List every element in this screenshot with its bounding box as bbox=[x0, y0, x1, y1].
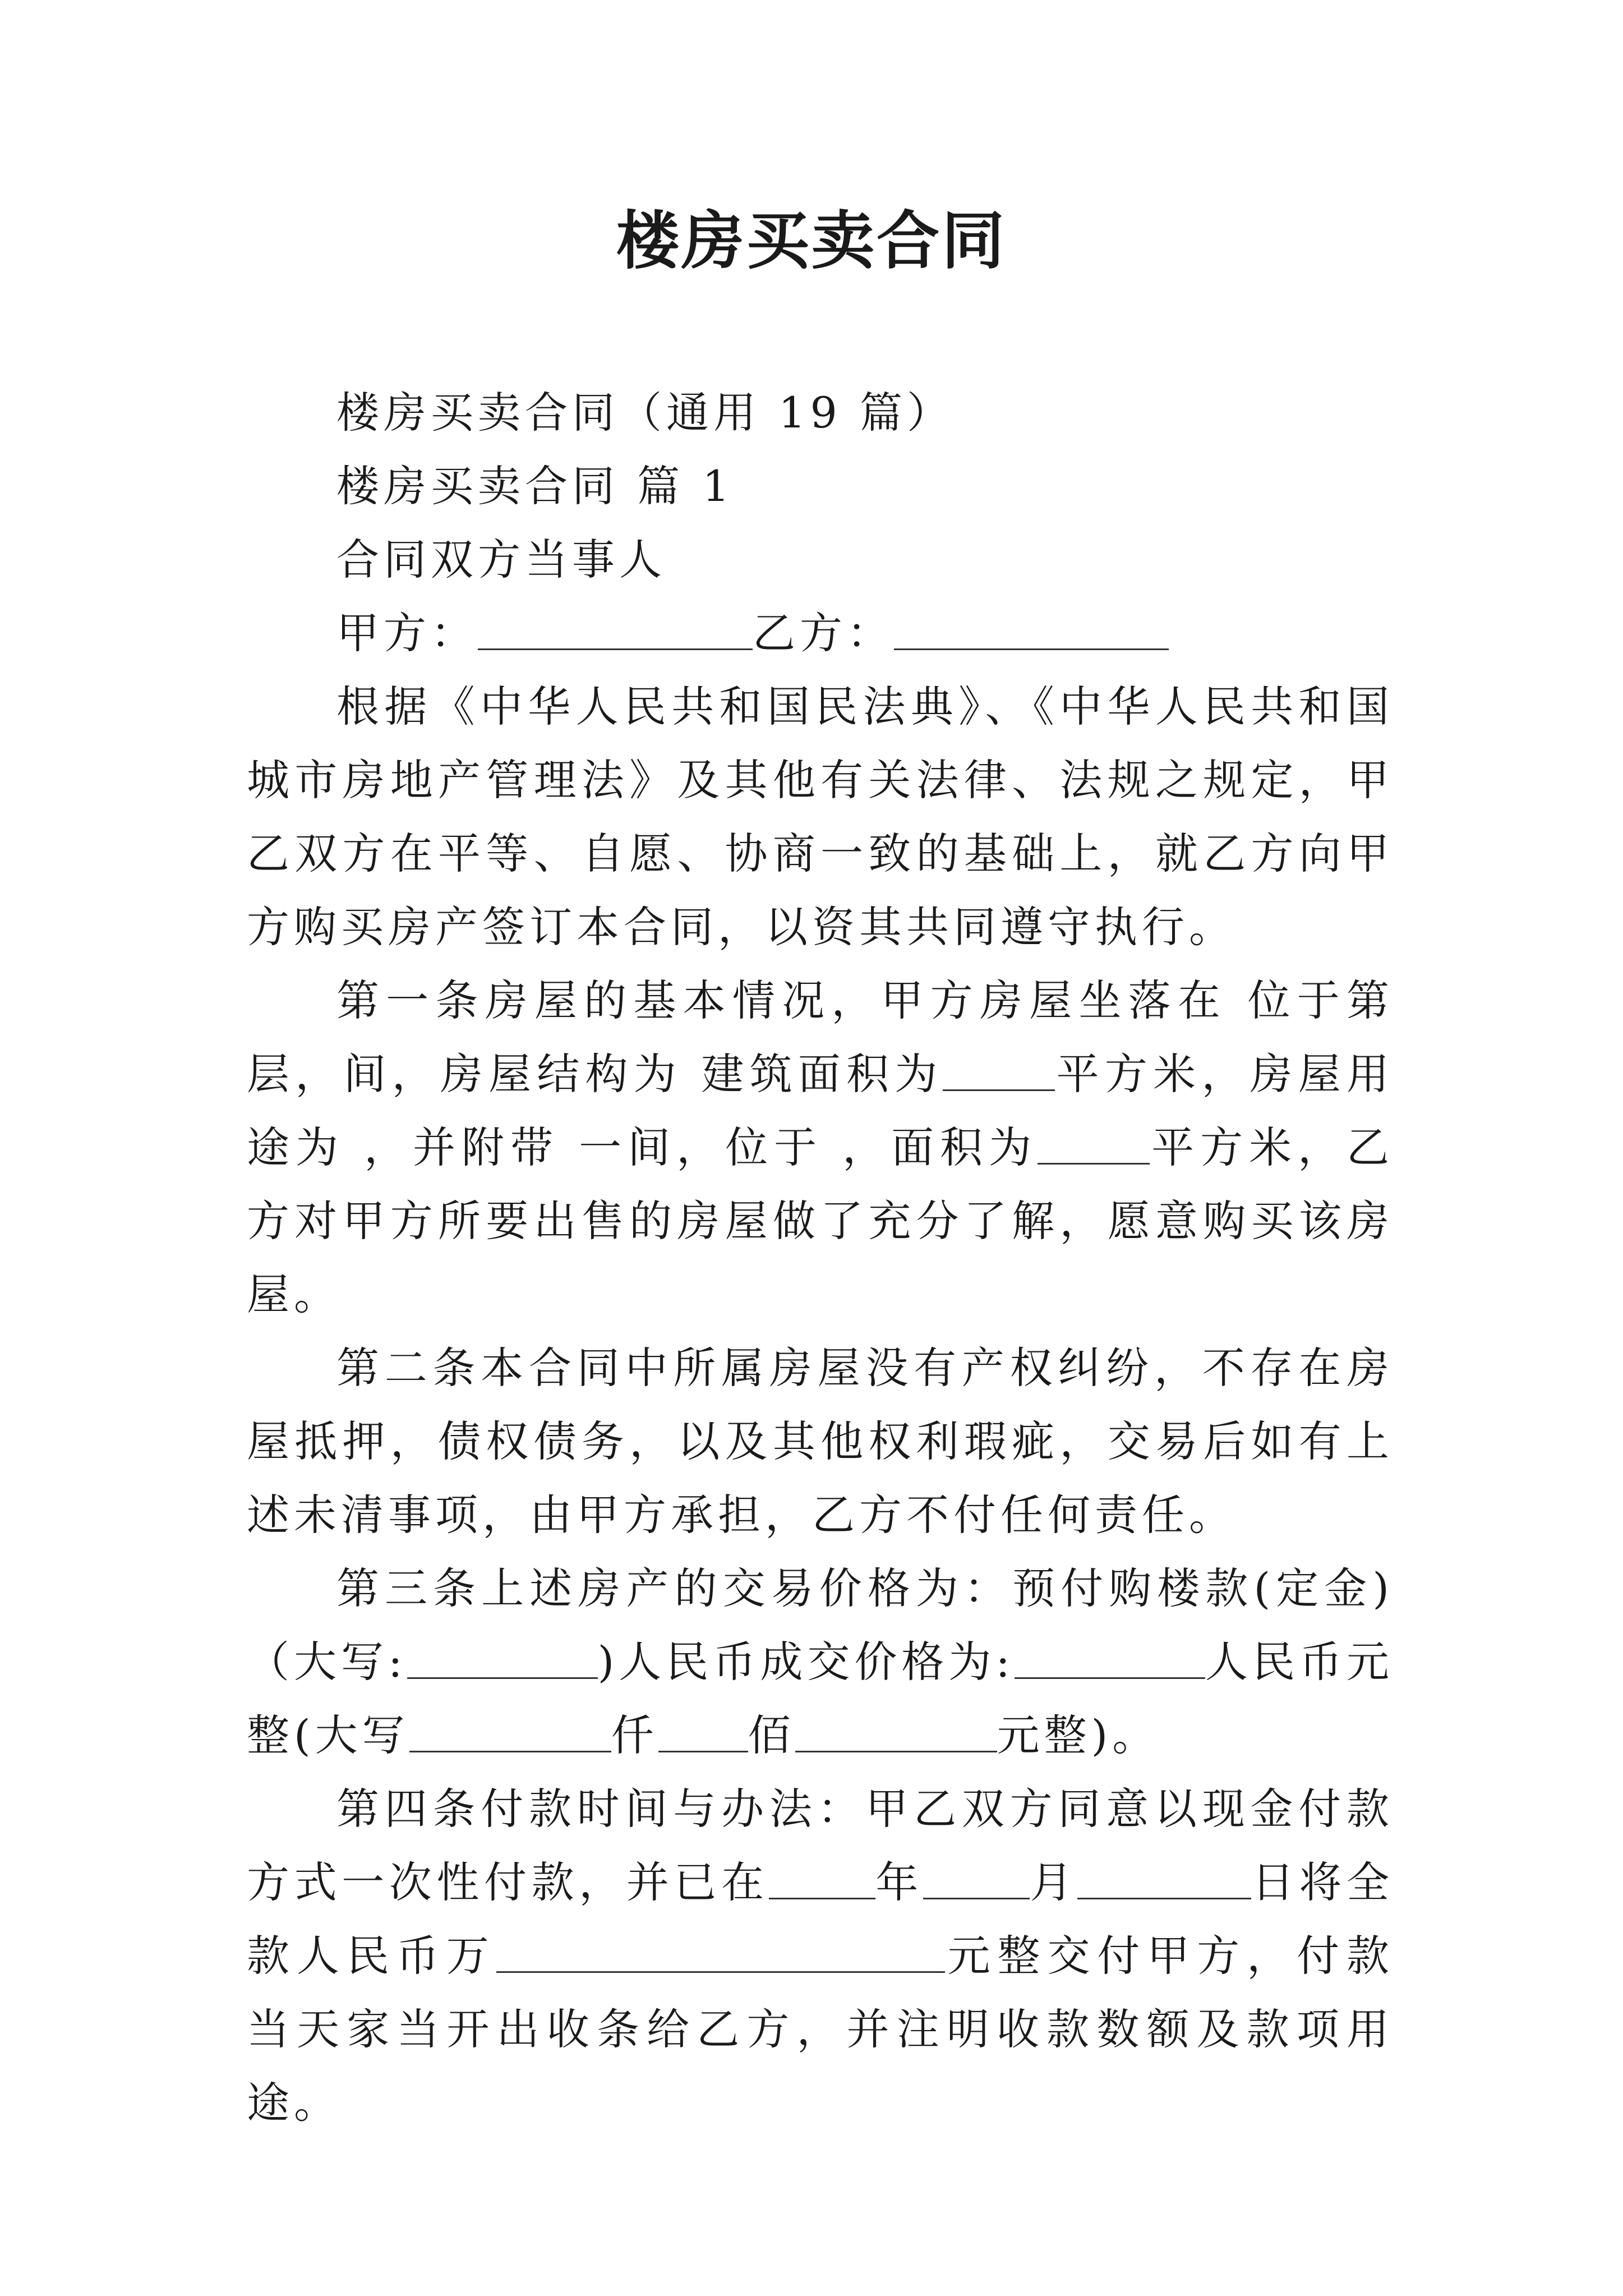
annex-area-blank[interactable] bbox=[1038, 1120, 1150, 1165]
month-blank[interactable] bbox=[923, 1855, 1030, 1899]
party-b-blank[interactable] bbox=[894, 606, 1169, 650]
article-4-text-4: 日将全款人民币万 bbox=[247, 1857, 1394, 1981]
price-blank[interactable] bbox=[1015, 1635, 1205, 1679]
article-3-text-3: 人民币元整(大写 bbox=[247, 1637, 1394, 1760]
article-4-text-5: 元整交付甲方，付款当天家当开出收条给乙方，并注明收款数额及款项用途。 bbox=[247, 1931, 1394, 2128]
year-blank[interactable] bbox=[769, 1855, 875, 1899]
document-subtitle: 楼房买卖合同（通用 19 篇） bbox=[336, 388, 955, 438]
units-blank[interactable] bbox=[795, 1708, 997, 1752]
contract-body bbox=[247, 376, 1394, 2139]
total-amount-blank[interactable] bbox=[496, 1929, 945, 1973]
chapter-heading: 楼房买卖合同 篇 1 bbox=[336, 461, 734, 511]
article-3-text-1: 第三条上述房产的交易价格为：预付购楼款(定金)（大写: bbox=[247, 1563, 1394, 1687]
article-1-text-3: 平方米，乙方对甲方所要出售的房屋做了充分了解，愿意购买该房屋。 bbox=[247, 1122, 1394, 1319]
article-1-text-1: 第一条房屋的基本情况，甲方房屋坐落在 位于第 层，间，房屋结构为 建筑面积为 bbox=[247, 976, 1394, 1099]
thousands-blank[interactable] bbox=[409, 1708, 611, 1752]
article-4-text-2: 年 bbox=[875, 1857, 923, 1907]
area-blank[interactable] bbox=[943, 1047, 1055, 1091]
article-3-paragraph bbox=[247, 1552, 1394, 1772]
hundreds-blank[interactable] bbox=[658, 1708, 748, 1752]
day-blank[interactable] bbox=[1077, 1855, 1251, 1899]
party-a-blank[interactable] bbox=[478, 606, 753, 650]
article-4-text-1: 第四条付款时间与办法：甲乙双方同意以现金付款方式一次性付款，并已在 bbox=[247, 1784, 1394, 1907]
article-4-text-3: 月 bbox=[1029, 1857, 1078, 1907]
party-a-label: 甲方： bbox=[336, 608, 478, 658]
parties-heading: 合同双方当事人 bbox=[336, 535, 666, 585]
deposit-amount-blank[interactable] bbox=[407, 1635, 598, 1679]
intro-paragraph: 根据《中华人民共和国民法典》、《中华人民共和国城市房地产管理法》及其他有关法律、法规之规定，甲乙双方在平等、自愿、协商一致的基础上，就乙方向甲方购买房产签订本合同，以资其共同遵守执行。 bbox=[247, 682, 1394, 952]
article-1-text-2: 平方米，房屋用途为 ，并附带 一间，位于 ，面积为 bbox=[247, 1049, 1394, 1172]
article-3-text-2: )人民币成交价格为: bbox=[597, 1637, 1015, 1687]
article-3-text-4: 仟 bbox=[611, 1710, 658, 1760]
article-3-text-5: 佰 bbox=[748, 1710, 795, 1760]
document-title: 楼房买卖合同 bbox=[616, 204, 1007, 278]
article-4-paragraph bbox=[247, 1772, 1394, 2139]
article-1-paragraph bbox=[247, 964, 1394, 1331]
article-2-paragraph: 第二条本合同中所属房屋没有产权纠纷，不存在房屋抵押，债权债务，以及其他权利瑕疵，交易后如有上述未清事项，由甲方承担，乙方不付任何责任。 bbox=[247, 1343, 1394, 1540]
parties-line bbox=[247, 596, 1394, 670]
article-3-text-6: 元整)。 bbox=[997, 1710, 1160, 1760]
party-b-label: 乙方： bbox=[753, 608, 894, 658]
